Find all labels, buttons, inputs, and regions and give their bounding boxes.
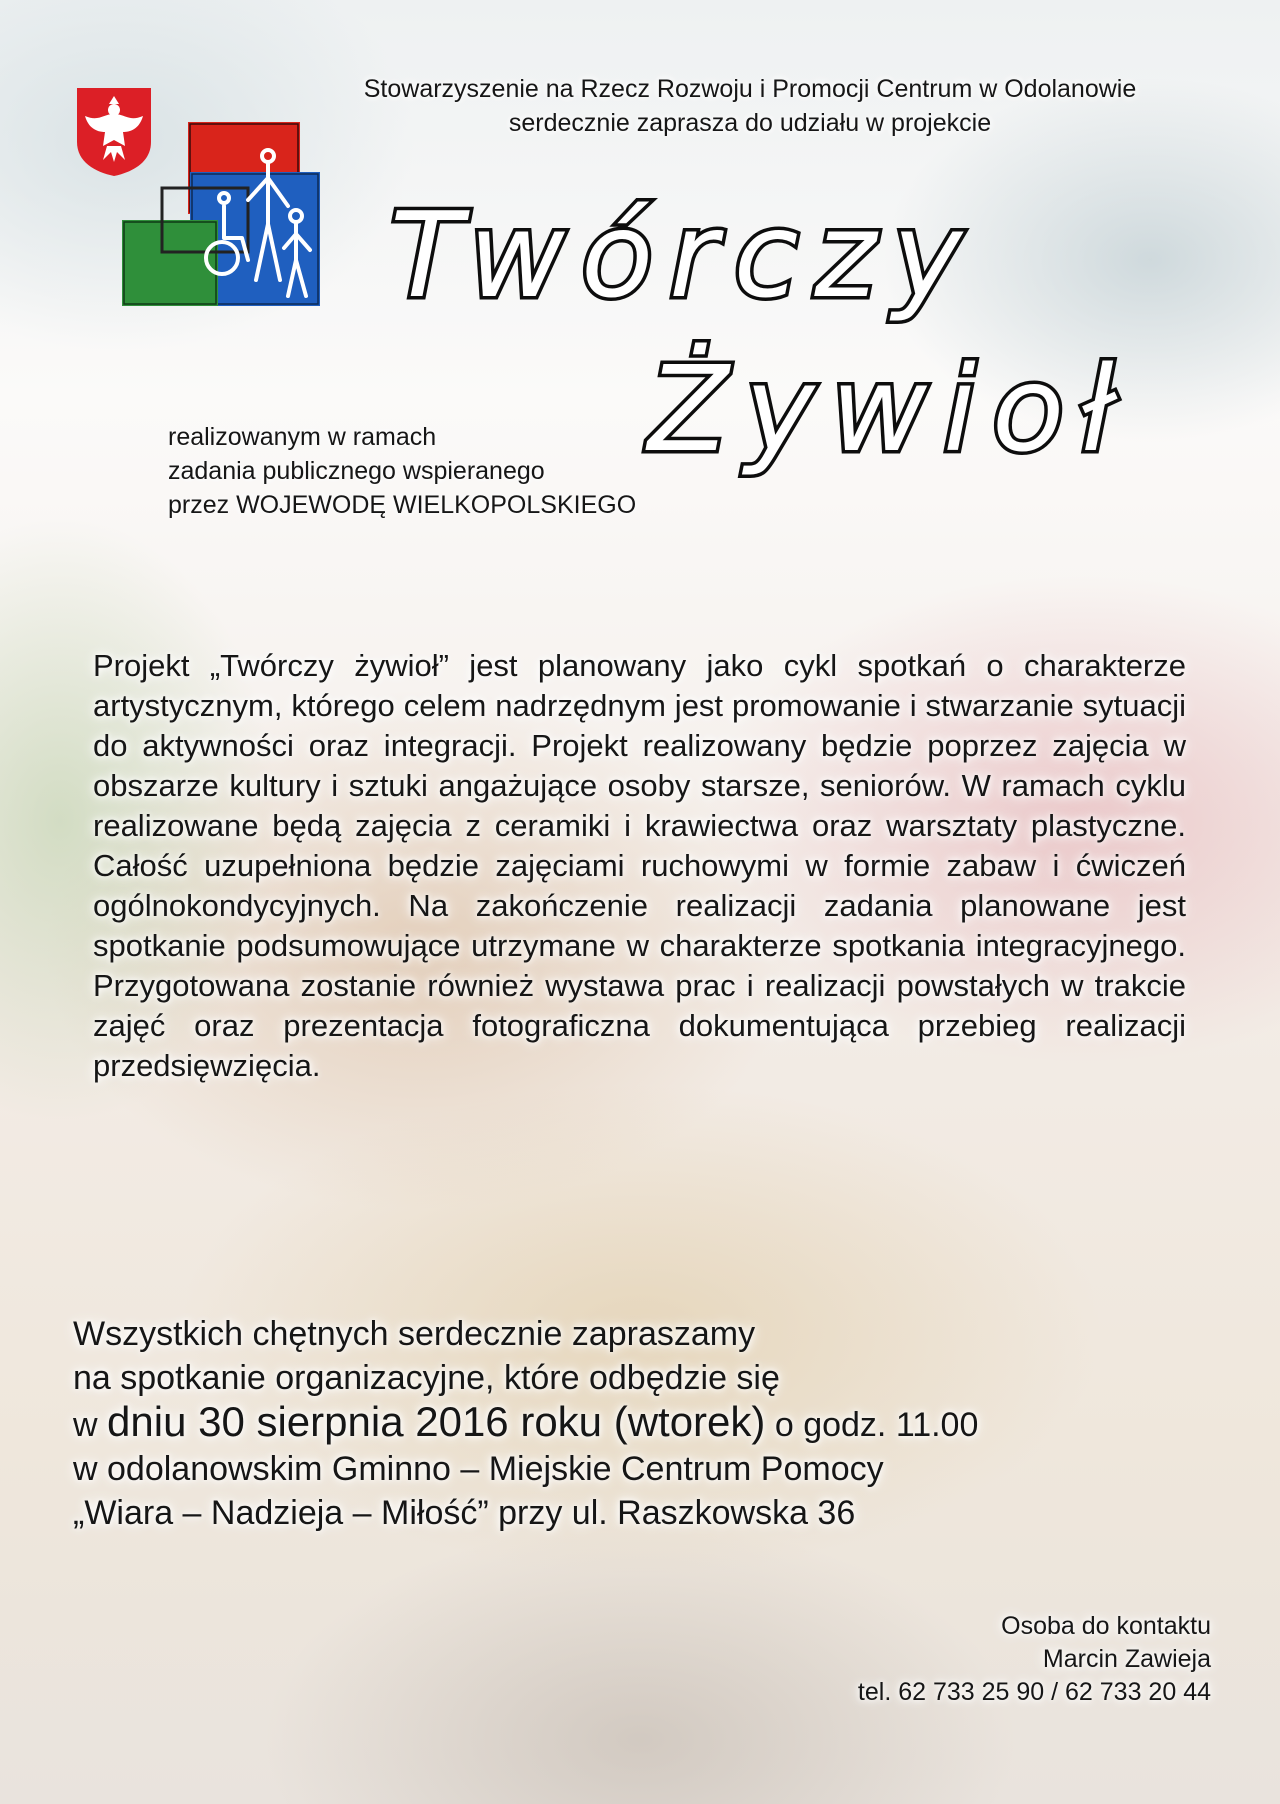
meeting-date-line (73, 1400, 1223, 1447)
program-info (168, 420, 636, 522)
meeting-date: dniu 30 sierpnia 2016 roku (wtorek) (107, 1398, 766, 1445)
title-line-2: Żywioł (648, 340, 1131, 478)
meeting-venue: w odolanowskim Gminno – Miejskie Centrum Pomocy (73, 1450, 884, 1488)
program-line-2: zadania publicznego wspieranego (168, 457, 545, 485)
meeting-time: o godz. 11.00 (774, 1406, 979, 1444)
program-line-1: realizowanym w ramach (168, 423, 437, 451)
invitation-line: serdecznie zaprasza do udziału w projekcie (508, 109, 992, 137)
invitation-line-1: Wszystkich chętnych serdecznie zapraszamy (73, 1315, 756, 1353)
contact-name: Marcin Zawieja (1042, 1645, 1211, 1673)
header-invitation (300, 72, 1200, 140)
title-line-1: Twórczy (390, 188, 979, 324)
contact-info (858, 1610, 1211, 1709)
project-description: Projekt „Twórczy żywioł” jest planowany jako cykl spotkań o charakterze artystycznym, którego celem nadrzędnym jest promowanie i stwarzanie sytuacji do aktywności oraz integracji. Projekt realizowany będzie poprzez zajęcia w obszarze kultury i sztuki angażujące osoby starsze, seniorów. W ramach cyklu realizowane będą zajęcia z ceramiki i krawiectwa oraz warsztaty plastyczne. Całość uzupełniona będzie zajęciami ruchowymi w formie zabaw i ćwiczeń ogólnokondycyjnych. Na zakończenie realizacji zadania planowane jest spotkanie podsumowujące utrzymane w charakterze spotkania integracyjnego. Przygotowana zostanie również wystawa prac i realizacji powstałych w trakcie zajęć oraz prezentacja fotograficzna dokumentująca przebieg realizacji przedsięwzięcia. (93, 648, 1186, 1083)
date-prefix: w (73, 1406, 98, 1444)
meeting-address: „Wiara – Nadzieja – Miłość” przy ul. Raszkowska 36 (73, 1494, 856, 1532)
invitation-line-2: na spotkanie organizacyjne, które odbędzie się (73, 1359, 780, 1397)
program-line-3: przez WOJEWODĘ WIELKOPOLSKIEGO (168, 491, 637, 519)
contact-phone: tel. 62 733 25 90 / 62 733 20 44 (857, 1678, 1211, 1706)
contact-label: Osoba do kontaktu (1001, 1612, 1211, 1640)
invitation-block (73, 1312, 1223, 1535)
organization-name: Stowarzyszenie na Rzecz Rozwoju i Promocji Centrum w Odolanowie (363, 75, 1137, 103)
family-wheelchair-logo-icon (118, 120, 322, 310)
